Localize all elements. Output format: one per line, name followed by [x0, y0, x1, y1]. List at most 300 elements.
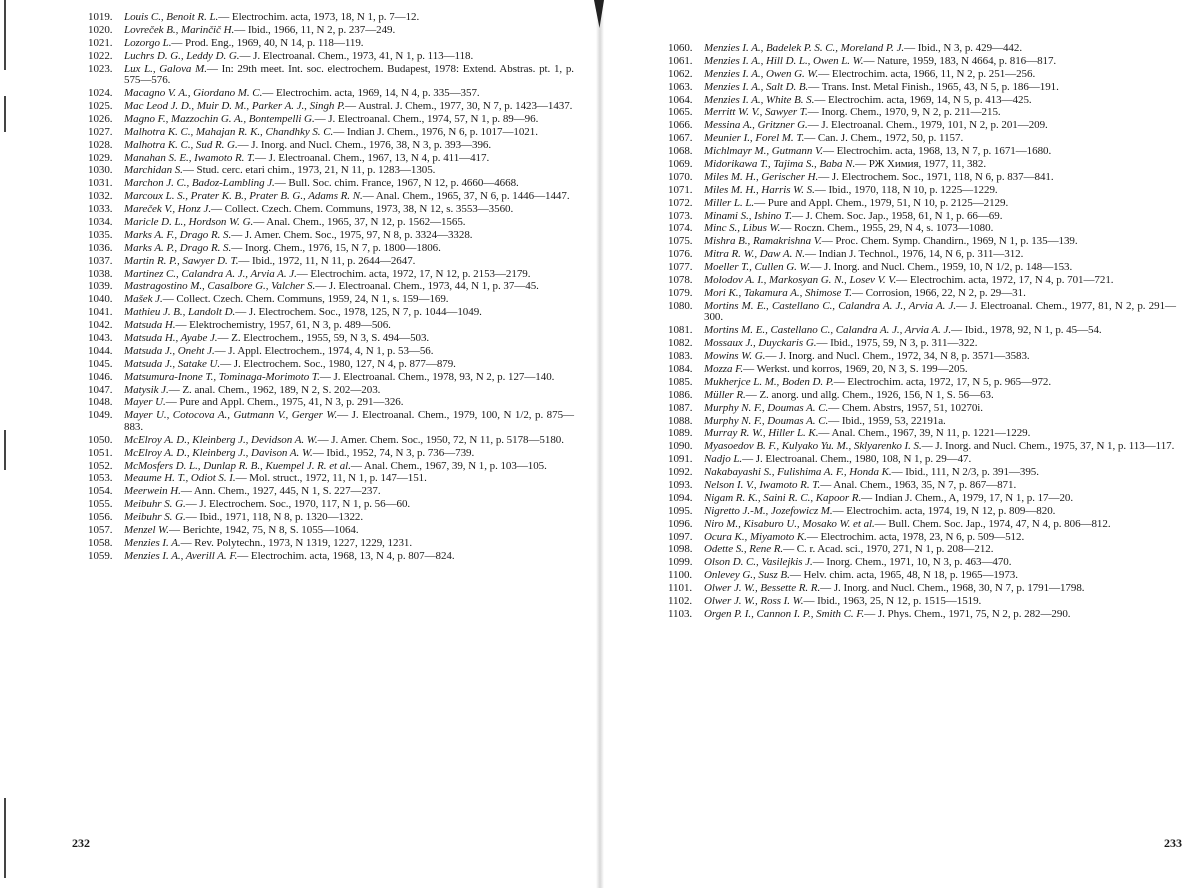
reference-entry: [88, 486, 574, 498]
reference-number: 1044.: [88, 344, 113, 357]
reference-entry: [88, 217, 574, 229]
reference-number: 1082.: [668, 337, 693, 350]
reference-body: [704, 570, 1176, 582]
reference-authors: McElroy A. D., Kleinberg J., Devidson A. W.: [124, 433, 318, 446]
reference-number: 1056.: [88, 511, 113, 524]
reference-entry: [668, 198, 1176, 210]
reference-body: [704, 390, 1176, 402]
reference-citation: — Electrochim. acta, 1974, 19, N 12, p. 809—820.: [832, 504, 1056, 517]
reference-number: 1022.: [88, 49, 113, 62]
reference-entry: [88, 256, 574, 268]
reference-authors: Malhotra K. C., Sud R. G.: [124, 138, 238, 151]
reference-citation: — In: 29th meet. Int. soc. electrochem. Budapest, 1978: Extend. Abstras. pt. 1, p. 575—576.: [124, 62, 574, 87]
reference-authors: Matsuda J., Satake U.: [124, 357, 221, 370]
reference-entry: [668, 69, 1176, 81]
reference-authors: Malhotra K. C., Mahajan R. K., Chandhky S. C.: [124, 125, 334, 138]
reference-authors: Onlevey G., Susz B.: [704, 569, 790, 582]
reference-body: [124, 127, 574, 139]
reference-body: [124, 486, 574, 498]
reference-number: 1088.: [668, 414, 693, 427]
reference-number: 1060.: [668, 42, 693, 54]
reference-number: 1032.: [88, 190, 113, 203]
reference-authors: Matsuda H.: [124, 319, 176, 332]
reference-body: [124, 204, 574, 216]
reference-entry: [88, 230, 574, 242]
reference-citation: — Ibid., 1972, 11, N 11, p. 2644—2647.: [238, 254, 416, 267]
reference-body: [704, 82, 1176, 94]
reference-body: [124, 333, 574, 345]
reference-citation: — Stud. cerc. etari chim., 1973, 21, N 11, p. 1283—1305.: [182, 164, 436, 177]
reference-number: 1097.: [668, 530, 693, 543]
reference-entry: [668, 390, 1176, 402]
reference-number: 1075.: [668, 235, 693, 248]
reference-authors: Ocura K., Miyamoto K.: [704, 530, 807, 543]
reference-body: [704, 544, 1176, 556]
reference-citation: — Ibid., 1959, 53, 22191a.: [828, 414, 946, 427]
reference-entry: [88, 88, 574, 100]
reference-entry: [668, 288, 1176, 300]
reference-entry: [88, 204, 574, 216]
reference-citation: — Elektrochemistry, 1957, 61, N 3, p. 489—506.: [175, 319, 391, 332]
reference-authors: Matsuda J., Oneht J.: [124, 344, 215, 357]
reference-authors: Minc S., Libus W.: [704, 222, 781, 235]
reference-body: [124, 320, 574, 332]
reference-body: [704, 454, 1176, 466]
reference-authors: Magno F., Mazzochin G. A., Bontempelli G.: [124, 112, 315, 125]
reference-number: 1047.: [88, 383, 113, 396]
reference-citation: — Nature, 1959, 183, N 4664, p. 816—817.: [863, 54, 1057, 67]
reference-number: 1095.: [668, 504, 693, 517]
reference-number: 1038.: [88, 267, 113, 280]
left-page: [0, 0, 598, 888]
reference-number: 1085.: [668, 375, 693, 388]
reference-number: 1055.: [88, 498, 113, 511]
reference-entry: [668, 544, 1176, 556]
reference-citation: — J. Electrochem. Soc., 1970, 117, N 1, p. 56—60.: [185, 498, 411, 511]
reference-body: [124, 38, 574, 50]
reference-entry: [668, 120, 1176, 132]
reference-authors: Nakabayashi S., Fulishima A. F., Honda K.: [704, 466, 892, 479]
reference-citation: — Ibid., 1971, 118, N 8, p. 1320—1322.: [185, 511, 364, 524]
reference-citation: — Z. anal. Chem., 1962, 189, N 2, S. 202—203.: [168, 383, 381, 396]
reference-citation: — J. Phys. Chem., 1971, 75, N 2, p. 282—290.: [864, 607, 1071, 620]
page-number-right: 233: [1164, 836, 1182, 850]
reference-entry: [88, 397, 574, 409]
reference-entry: [88, 281, 574, 293]
reference-body: [124, 372, 574, 384]
reference-authors: Midorikawa T., Tajima S., Baba N.: [704, 158, 856, 171]
reference-authors: Marks A. F., Drago R. S.: [124, 228, 232, 241]
reference-authors: Martin R. P., Sawyer D. T.: [124, 254, 239, 267]
reference-authors: Marcoux L. S., Prater K. B., Prater B. G., Adams R. N.: [124, 190, 363, 203]
reference-body: [704, 351, 1176, 363]
reference-authors: Mortins M. E., Castellano C., Calandra A. J., Arvia A. J.: [704, 324, 952, 337]
reference-citation: — Ibid., 1975, 59, N 3, p. 311—322.: [816, 337, 978, 350]
reference-number: 1066.: [668, 119, 693, 132]
reference-entry: [88, 140, 574, 152]
reference-entry: [668, 609, 1176, 621]
reference-number: 1065.: [668, 106, 693, 119]
reference-citation: — Indian J. Technol., 1976, 14, N 6, p. 311—312.: [804, 248, 1024, 261]
reference-citation: — Rev. Polytechn., 1973, N 1319, 1227, 1229, 1231.: [180, 536, 413, 549]
reference-number: 1090.: [668, 440, 693, 453]
reference-citation: — Can. J. Chem., 1972, 50, p. 1157.: [804, 132, 964, 145]
reference-body: [704, 583, 1176, 595]
reference-authors: Menzies I. A., Salt D. B.: [704, 80, 809, 93]
reference-body: [704, 262, 1176, 274]
reference-number: 1067.: [668, 132, 693, 145]
reference-entry: [668, 146, 1176, 158]
reference-number: 1102.: [668, 595, 693, 607]
reference-entry: [668, 107, 1176, 119]
reference-number: 1045.: [88, 357, 113, 370]
reference-entry: [88, 320, 574, 332]
reference-body: [124, 178, 574, 190]
reference-body: [124, 51, 574, 63]
reference-authors: Nelson I. V., Iwamoto R. T.: [704, 478, 821, 491]
reference-body: [124, 512, 574, 524]
reference-citation: — J. Electroanal. Chem., 1980, 108, N 1, p. 29—47.: [742, 453, 972, 466]
reference-number: 1078.: [668, 274, 693, 287]
reference-authors: Matysik J.: [124, 383, 169, 396]
reference-number: 1023.: [88, 62, 113, 75]
reference-body: [704, 69, 1176, 81]
reference-entry: [88, 512, 574, 524]
reference-number: 1021.: [88, 36, 113, 49]
reference-number: 1040.: [88, 293, 113, 306]
reference-body: [124, 191, 574, 203]
reference-citation: — J. Chem. Soc. Jap., 1958, 61, N 1, p. 66—69.: [792, 209, 1003, 222]
reference-citation: — Bull. Chem. Soc. Jap., 1974, 47, N 4, p. 806—812.: [874, 517, 1111, 530]
reference-number: 1026.: [88, 112, 113, 125]
reference-authors: Lovreček B., Marinčič H.: [124, 23, 235, 36]
reference-body: [124, 243, 574, 255]
reference-entry: [668, 223, 1176, 235]
reference-entry: [668, 467, 1176, 479]
reference-body: [704, 249, 1176, 261]
reference-citation: — Trans. Inst. Metal Finish., 1965, 43, N 5, p. 186—191.: [808, 80, 1059, 93]
reference-body: [704, 519, 1176, 531]
reference-authors: Marchidan S.: [124, 164, 183, 177]
reference-citation: — Corrosion, 1966, 22, N 2, p. 29—31.: [851, 286, 1026, 299]
reference-body: [704, 236, 1176, 248]
reference-number: 1033.: [88, 203, 113, 216]
reference-number: 1099.: [668, 556, 693, 569]
reference-authors: Manahan S. E., Iwamoto R. T.: [124, 151, 256, 164]
reference-citation: — Ibid., 1952, 74, N 3, p. 736—739.: [312, 446, 475, 459]
reference-number: 1051.: [88, 446, 113, 459]
reference-citation: — Pure and Appl. Chem., 1979, 51, N 10, p. 2125—2129.: [754, 196, 1009, 209]
reference-entry: [88, 410, 574, 433]
reference-body: [704, 223, 1176, 235]
reference-authors: McElroy A. D., Kleinberg J., Davison A. W.: [124, 446, 313, 459]
reference-number: 1019.: [88, 11, 113, 23]
reference-authors: Maricle D. L., Hordson W. G.: [124, 215, 254, 228]
reference-number: 1073.: [668, 209, 693, 222]
reference-entry: [668, 82, 1176, 94]
reference-entry: [668, 172, 1176, 184]
reference-number: 1059.: [88, 549, 113, 562]
reference-body: [124, 525, 574, 537]
reference-citation: — J. Inorg. and Nucl. Chem., 1972, 34, N 8, p. 3571—3583.: [765, 350, 1030, 363]
reference-body: [704, 107, 1176, 119]
reference-authors: Olwer J. W., Bessette R. R.: [704, 582, 821, 595]
reference-entry: [88, 525, 574, 537]
page-number-left: 232: [72, 836, 90, 850]
reference-authors: Meaume H. T., Odiot S. I.: [124, 472, 236, 485]
reference-citation: — Mol. struct., 1972, 11, N 1, p. 147—151.: [235, 472, 427, 485]
reference-number: 1020.: [88, 23, 113, 36]
reference-number: 1091.: [668, 453, 693, 466]
reference-authors: Moeller T., Cullen G. W.: [704, 261, 811, 274]
reference-number: 1062.: [668, 67, 693, 80]
reference-body: [124, 410, 574, 433]
reference-number: 1096.: [668, 517, 693, 530]
reference-entry: [668, 416, 1176, 428]
reference-body: [704, 146, 1176, 158]
reference-citation: — C. r. Acad. sci., 1970, 271, N 1, p. 208—212.: [783, 543, 994, 556]
reference-citation: — J. Inorg. and Nucl. Chem., 1975, 37, N 1, p. 113—117.: [921, 440, 1175, 453]
reference-citation: — Helv. chim. acta, 1965, 48, N 18, p. 1965—1973.: [789, 569, 1018, 582]
reference-entry: [668, 185, 1176, 197]
reference-body: [704, 506, 1176, 518]
reference-entry: [88, 307, 574, 319]
reference-entry: [88, 178, 574, 190]
reference-entry: [668, 532, 1176, 544]
reference-number: 1103.: [668, 607, 693, 620]
reference-authors: Meibuhr S. G.: [124, 511, 186, 524]
reference-number: 1039.: [88, 280, 113, 293]
reference-citation: — J. Electrochem. Soc., 1978, 125, N 7, p. 1044—1049.: [235, 306, 482, 319]
reference-citation: — Prod. Eng., 1969, 40, N 14, p. 118—119.: [171, 36, 364, 49]
reference-authors: Michlmayr M., Gutmann V.: [704, 145, 823, 158]
reference-citation: — Werkst. und korros, 1969, 20, N 3, S. 199—205.: [743, 362, 968, 375]
reference-body: [124, 499, 574, 511]
reference-citation: — J. Amer. Chem. Soc., 1950, 72, N 11, p. 5178—5180.: [317, 433, 564, 446]
reference-number: 1030.: [88, 164, 113, 177]
reference-authors: Nigam R. K., Saini R. C., Kapoor R.: [704, 491, 862, 504]
reference-authors: Meunier I., Forel M. T.: [704, 132, 805, 145]
reference-number: 1029.: [88, 151, 113, 164]
reference-citation: — Anal. Chem., 1967, 39, N 11, p. 1221—1229.: [818, 427, 1031, 440]
reference-entry: [668, 351, 1176, 363]
reference-authors: Miller L. L.: [704, 196, 755, 209]
reference-entry: [668, 211, 1176, 223]
reference-authors: Marks A. P., Drago R. S.: [124, 241, 232, 254]
reference-authors: Mukherjce L. M., Boden D. P.: [704, 375, 834, 388]
reference-number: 1069.: [668, 158, 693, 171]
reference-entry: [88, 461, 574, 473]
reference-authors: Menzies I. A., Averill A. F.: [124, 549, 238, 562]
reference-number: 1043.: [88, 331, 113, 344]
reference-number: 1094.: [668, 491, 693, 504]
reference-list-left: [88, 12, 574, 564]
reference-entry: [668, 159, 1176, 171]
reference-entry: [88, 165, 574, 177]
reference-citation: — J. Electroanal. Chem., 1973, 41, N 1, p. 113—118.: [239, 49, 474, 62]
reference-citation: — Ibid., 111, N 2/3, p. 391—395.: [891, 466, 1039, 479]
reference-number: 1063.: [668, 80, 693, 93]
reference-body: [124, 153, 574, 165]
reference-authors: Odette S., Rene R.: [704, 543, 784, 556]
reference-entry: [668, 557, 1176, 569]
reference-body: [124, 307, 574, 319]
reference-body: [124, 25, 574, 37]
reference-citation: — Collect. Czech. Chem. Communs, 1959, 24, N 1, s. 159—169.: [162, 293, 449, 306]
reference-body: [704, 441, 1176, 453]
reference-body: [704, 56, 1176, 68]
reference-citation: — J. Electroanal. Chem., 1979, 101, N 2, p. 201—209.: [807, 119, 1048, 132]
reference-citation: — Ibid., 1963, 25, N 12, p. 1515—1519.: [803, 595, 982, 607]
reference-body: [124, 64, 574, 87]
reference-citation: — Chem. Abstrs, 1957, 51, 10270i.: [828, 401, 984, 414]
reference-body: [124, 165, 574, 177]
reference-entry: [668, 262, 1176, 274]
reference-citation: — Electrochim. acta, 1972, 17, N 12, p. 2153—2179.: [296, 267, 531, 280]
reference-number: 1068.: [668, 145, 693, 158]
reference-number: 1071.: [668, 183, 693, 196]
reference-authors: Menzies I. A.: [124, 536, 181, 549]
reference-entry: [668, 583, 1176, 595]
reference-authors: Mayer U.: [124, 396, 166, 409]
reference-body: [704, 211, 1176, 223]
reference-entry: [88, 101, 574, 113]
reference-entry: [88, 38, 574, 50]
reference-number: 1061.: [668, 54, 693, 67]
reference-body: [124, 385, 574, 397]
reference-entry: [668, 236, 1176, 248]
reference-citation: — Electrochim. acta, 1972, 17, N 5, p. 965—972.: [833, 375, 1052, 388]
reference-body: [704, 301, 1176, 324]
reference-number: 1089.: [668, 427, 693, 440]
reference-entry: [88, 372, 574, 384]
reference-citation: — Berichte, 1942, 75, N 8, S. 1055—1064.: [168, 524, 359, 537]
reference-body: [124, 269, 574, 281]
reference-entry: [668, 506, 1176, 518]
reference-authors: Müller R.: [704, 388, 746, 401]
reference-authors: Mowins W. G.: [704, 350, 766, 363]
reference-authors: Menzies I. A., Hill D. L., Owen L. W.: [704, 54, 864, 67]
reference-entry: [668, 275, 1176, 287]
reference-list-right: [668, 43, 1176, 622]
reference-entry: [88, 499, 574, 511]
reference-entry: [88, 473, 574, 485]
reference-body: [124, 256, 574, 268]
reference-citation: — РЖ Химия, 1977, 11, 382.: [855, 158, 987, 171]
reference-authors: Matsumura-Inone T., Tominaga-Morimoto T.: [124, 370, 320, 383]
reference-citation: — J. Electroanal. Chem., 1979, 100, N 1/2, p. 875—883.: [124, 409, 574, 433]
reference-entry: [668, 301, 1176, 324]
reference-body: [704, 480, 1176, 492]
reference-number: 1025.: [88, 99, 113, 112]
reference-entry: [668, 480, 1176, 492]
reference-body: [704, 172, 1176, 184]
reference-entry: [88, 243, 574, 255]
reference-citation: — J. Electroanal. Chem., 1973, 44, N 1, p. 37—45.: [315, 280, 539, 293]
reference-authors: Messina A., Gritzner G.: [704, 119, 808, 132]
reference-number: 1034.: [88, 215, 113, 228]
reference-entry: [668, 428, 1176, 440]
reference-entry: [668, 403, 1176, 415]
reference-body: [124, 346, 574, 358]
reference-authors: Mishra B., Ramakrishna V.: [704, 235, 822, 248]
reference-body: [124, 551, 574, 563]
reference-body: [704, 338, 1176, 350]
reference-authors: Macagno V. A., Giordano M. C.: [124, 87, 263, 100]
reference-citation: — Electrochim. acta, 1966, 11, N 2, p. 251—256.: [818, 67, 1036, 80]
reference-authors: Olwer J. W., Ross I. W.: [704, 595, 804, 607]
reference-number: 1092.: [668, 466, 693, 479]
reference-entry: [88, 191, 574, 203]
reference-authors: Louis C., Benoit R. L.: [124, 11, 219, 23]
reference-body: [124, 538, 574, 550]
reference-entry: [88, 448, 574, 460]
reference-citation: — Anal. Chem., 1965, 37, N 12, p. 1562—1565.: [253, 215, 466, 228]
reference-number: 1027.: [88, 125, 113, 138]
reference-citation: — J. Electroanal. Chem., 1978, 93, N 2, p. 127—140.: [319, 370, 555, 383]
reference-body: [704, 275, 1176, 287]
reference-authors: Merritt W. V., Sawyer T.: [704, 106, 808, 119]
reference-citation: — J. Amer. Chem. Soc., 1975, 97, N 8, p. 3324—3328.: [231, 228, 473, 241]
reference-entry: [88, 153, 574, 165]
reference-number: 1080.: [668, 299, 693, 312]
reference-authors: Mathieu J. B., Landolt D.: [124, 306, 236, 319]
reference-entry: [668, 596, 1176, 608]
reference-authors: Martinez C., Calandra A. J., Arvia A. J.: [124, 267, 297, 280]
reference-number: 1036.: [88, 241, 113, 254]
reference-authors: Mitra R. W., Daw A. N.: [704, 248, 805, 261]
reference-body: [704, 133, 1176, 145]
reference-number: 1100.: [668, 569, 693, 582]
reference-authors: Menzel W.: [124, 524, 169, 537]
reference-authors: Murphy N. F., Doumas A. C.: [704, 401, 829, 414]
reference-body: [704, 325, 1176, 337]
reference-body: [124, 461, 574, 473]
reference-citation: — Electrochim. acta, 1969, 14, N 4, p. 335—357.: [262, 87, 480, 100]
reference-entry: [88, 64, 574, 87]
reference-entry: [88, 25, 574, 37]
reference-authors: Mayer U., Cotocova A., Gutmann V., Gerger W.: [124, 409, 338, 422]
reference-body: [124, 217, 574, 229]
reference-citation: — J. Electrochem. Soc., 1971, 118, N 6, p. 837—841.: [818, 170, 1054, 183]
reference-number: 1031.: [88, 177, 113, 190]
reference-authors: Meibuhr S. G.: [124, 498, 186, 511]
reference-authors: Mori K., Takamura A., Shimose T.: [704, 286, 852, 299]
reference-authors: Olson D. C., Vasilejkis J.: [704, 556, 813, 569]
reference-body: [704, 493, 1176, 505]
reference-authors: Miles M. H., Harris W. S.: [704, 183, 815, 196]
reference-citation: — Electrochim. acta, 1968, 13, N 4, p. 807—824.: [237, 549, 455, 562]
reference-citation: — Proc. Chem. Symp. Chandirn., 1969, N 1, p. 135—139.: [821, 235, 1078, 248]
reference-number: 1083.: [668, 350, 693, 363]
reference-number: 1076.: [668, 248, 693, 261]
reference-citation: — Z. Electrochem., 1955, 59, N 3, S. 494—503.: [217, 331, 430, 344]
reference-authors: Matsuda H., Ayabe J.: [124, 331, 218, 344]
reference-citation: — J. Appl. Electrochem., 1974, 4, N 1, p. 53—56.: [214, 344, 434, 357]
reference-body: [124, 281, 574, 293]
reference-citation: — Electrochim. acta, 1972, 17, N 4, p. 701—721.: [896, 274, 1114, 287]
reference-authors: Miles M. H., Gerischer H.: [704, 170, 819, 183]
reference-body: [124, 294, 574, 306]
reference-number: 1050.: [88, 433, 113, 446]
reference-entry: [668, 377, 1176, 389]
reference-body: [704, 609, 1176, 621]
reference-entry: [88, 435, 574, 447]
reference-number: 1093.: [668, 478, 693, 491]
reference-body: [704, 416, 1176, 428]
reference-entry: [668, 249, 1176, 261]
reference-number: 1054.: [88, 485, 113, 498]
